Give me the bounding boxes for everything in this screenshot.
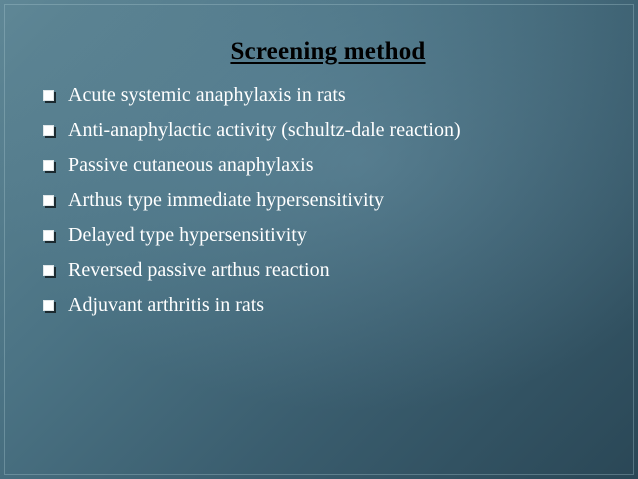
bullet-text: Acute systemic anaphylaxis in rats [68,84,346,106]
square-bullet-icon [43,160,54,171]
square-bullet-icon [43,90,54,101]
slide-title: Screening method [230,38,426,65]
square-bullet-icon [43,265,54,276]
bullet-text: Adjuvant arthritis in rats [68,294,265,316]
square-bullet-icon [43,125,54,136]
square-bullet-icon [43,230,54,241]
bullet-text: Reversed passive arthus reaction [68,259,330,281]
square-bullet-icon [43,195,54,206]
bullet-text: Delayed type hypersensitivity [68,224,307,246]
bullet-text: Passive cutaneous anaphylaxis [68,154,314,176]
bullet-text: Anti-anaphylactic activity (schultz-dale reaction) [68,119,461,141]
bullet-text: Arthus type immediate hypersensitivity [68,189,385,211]
square-bullet-icon [43,300,54,311]
slide-title-container [0,38,638,66]
